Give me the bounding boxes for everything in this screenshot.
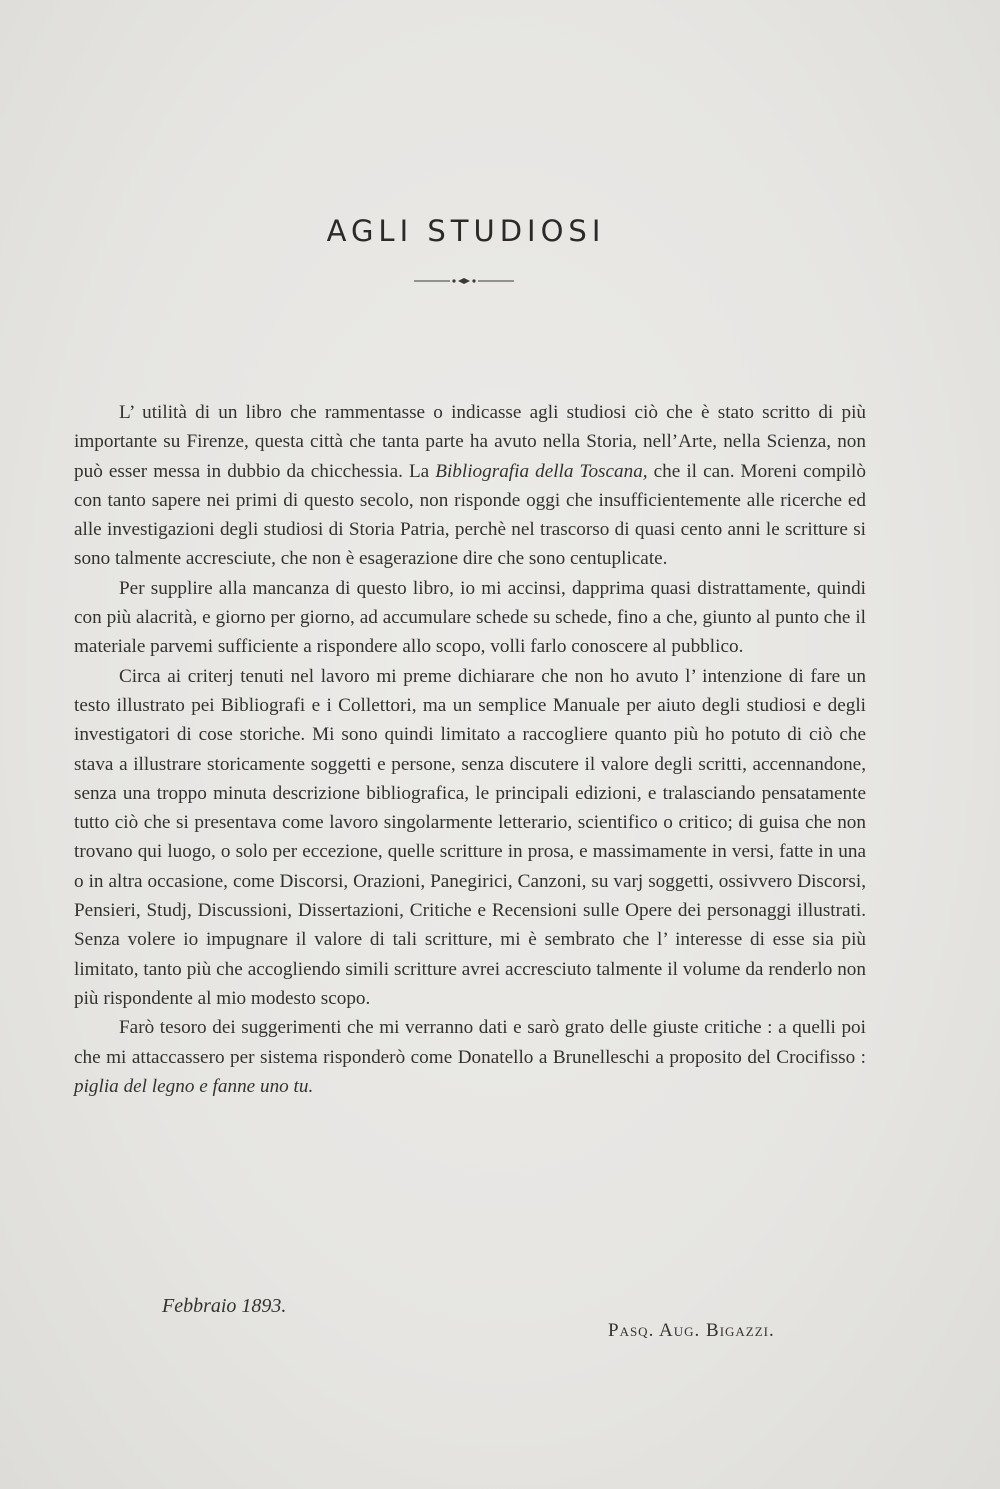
paragraph-4-text: Farò tesoro dei suggerimenti che mi verranno dati e sarò grato delle giuste critiche : a quelli poi che mi attaccassero per sistema risponderò come Donatello a Brunelleschi a proposito del Crocifisso :: [74, 1017, 866, 1068]
quotation: piglia del legno e fanne uno tu.: [74, 1075, 314, 1097]
paragraph-1-text-cont: che il can. Moreni compilò con tanto sapere nei primi di questo secolo, non risponde oggi che insufficientemente alle ricerche ed alle investigazioni degli studiosi di Storia Patria, perchè nel trascorso di quasi cento anni le scritture si sono talmente accresciute, che non è esagerazione dire che sono centuplicate.: [74, 460, 866, 570]
book-title-reference: Bibliografia della Toscana,: [435, 460, 648, 482]
author-signature: Pasq. Aug. Bigazzi.: [608, 1320, 775, 1341]
paragraph-4: [74, 1013, 866, 1101]
paragraph-1-text: L’ utilità di un libro che rammentasse o indicasse agli studiosi ciò che è stato scritto di più importante su Firenze, questa città che tanta parte ha avuto nella Storia, nell’Arte, nella Scienza, non può esser messa in dubbio da chicchessia. La: [74, 402, 866, 482]
ornament-dot-right: [472, 279, 475, 282]
paragraph-1: [74, 398, 866, 574]
date-line: Febbraio 1893.: [162, 1295, 287, 1317]
paragraph-2: Per supplire alla mancanza di questo libro, io mi accinsi, dapprima quasi distrattamente, quindi con più alacrità, e giorno per giorno, ad accumulare schede su schede, fino a che, giunto al punto che il materiale parvemi sufficiente a rispondere allo scopo, volli farlo conoscere al pubblico.: [74, 577, 866, 658]
title-ornament: [414, 276, 514, 286]
paragraph-3: Circa ai criterj tenuti nel lavoro mi preme dichiarare che non ho avuto l’ intenzione di fare un testo illustrato pei Bibliografi e i Collettori, ma un semplice Manuale per aiuto degli studiosi e degli investigatori di cose storiche. Mi sono quindi limitato a raccogliere quanto più ho potuto di ciò che stava a illustrare storicamente soggetti e persone, senza discutere il valore degli scritti, accennandone, senza una troppo minuta descrizione bibliografica, le principali edizioni, e tralasciando pensatamente tutto ciò che si presentava come lavoro singolarmente letterario, scientifico o critico; di guisa che non trovano qui luogo, o solo per eccezione, quelle scritture in prosa, e massimamente in versi, fatte in una o in altra occasione, come Discorsi, Orazioni, Panegirici, Canzoni, su varj soggetti, ossivvero Discorsi, Pensieri, Studj, Discussioni, Dissertazioni, Critiche e Recensioni sulle Opere dei personaggi illustrati. Senza volere io impugnare il valore di tali scritture, mi è sembrato che l’ interesse di esse sia più limitato, tanto più che accogliendo simili scritture avrei accresciuto talmente il volume da renderlo non più rispondente al mio modesto scopo.: [74, 665, 866, 1009]
page-title: AGLI STUDIOSI: [326, 214, 606, 248]
ornament-diamond: [458, 278, 470, 284]
ornament-dot-left: [452, 279, 455, 282]
preface-body: [74, 398, 866, 1101]
